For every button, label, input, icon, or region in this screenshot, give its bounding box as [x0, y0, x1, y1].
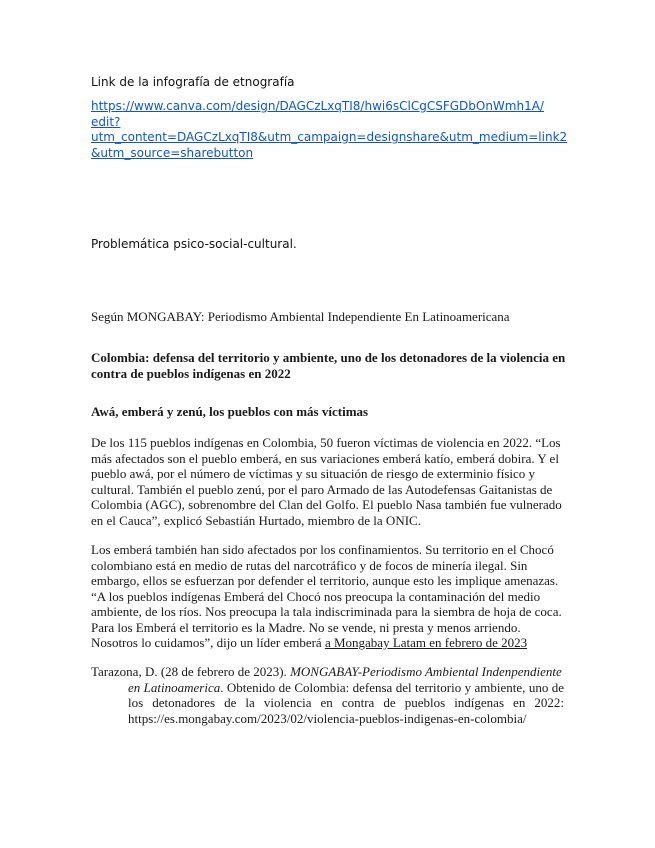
- reference-title-italic: MONGABAY-Periodismo Ambiental Indenpendiente: [290, 664, 562, 679]
- source-line: Según MONGABAY: Periodismo Ambiental Independiente En Latinoamericana: [91, 309, 510, 324]
- paragraph-line: De los 115 pueblos indígenas en Colombia, 50 fueron víctimas de violencia en 2022. “Los: [91, 435, 561, 450]
- canva-link-line-4[interactable]: &utm_source=sharebutton: [91, 145, 254, 160]
- infografia-title: Link de la infografía de etnografía: [91, 75, 295, 89]
- article-headline: [91, 350, 565, 381]
- paragraph-line: “A los pueblos indígenas Emberá del Chocó nos preocupa la contaminación del medio: [91, 588, 541, 604]
- paragraph-line: colombiano está en medio de rutas del narcotráfico y de focos de minería ilegal. Sin: [91, 557, 528, 573]
- paragraph-last-line: [91, 635, 562, 651]
- paragraph-line: ambiente, de los ríos. Nos preocupa la tala indiscriminada para la siembra de hoja de coca.: [91, 604, 562, 619]
- reference-line-2: [91, 680, 564, 696]
- reference-author: Tarazona, D. (28 de febrero de 2023).: [91, 664, 291, 679]
- article-subheading: Awá, emberá y zenú, los pueblos con más víctimas: [91, 404, 369, 419]
- paragraph-line: embargo, ellos se esfuerzan por defender el territorio, aunque esto les implique amenazas.: [91, 573, 559, 588]
- paragraph-line: en el Cauca”, explicó Sebastián Hurtado, miembro de la ONIC.: [91, 512, 421, 528]
- mongabay-latam-link[interactable]: a Mongabay Latam en febrero de 2023: [324, 635, 528, 650]
- reference-url[interactable]: https://es.mongabay.com/2023/02/violencia-pueblos-indigenas-en-colombia/: [128, 710, 527, 726]
- reference-text: . Obtenido de Colombia: defensa del territorio y ambiente, uno de: [220, 679, 564, 695]
- canva-link-line-1[interactable]: https://www.canva.com/design/DAGCzLxqTI8/hwi6sClCgCSFGDbOnWmh1A/: [91, 99, 544, 113]
- paragraph-line: pueblo awá, por el número de víctimas y su situación de riesgo de exterminio físico y: [91, 466, 536, 481]
- paragraph-line: cultural. También el pueblo zenú, por el paro Armado de las Autodefensas Gaitanistas de: [91, 481, 553, 497]
- reference-line-1: [91, 664, 564, 680]
- paragraph-line: más afectados son el pueblo emberá, en sus variaciones emberá katío, emberá dobira. Y el: [91, 450, 559, 466]
- reference-title-italic-cont: en Latinoamerica: [128, 679, 221, 695]
- paragraph-line-prefix: Nosotros lo cuidamos”, dijo un líder emberá: [91, 635, 325, 650]
- reference-line-3: los detonadores de la violencia en contra de pueblos indígenas en 2022:: [128, 695, 564, 710]
- canva-link[interactable]: [91, 99, 567, 161]
- article-paragraph-1: [91, 435, 562, 528]
- headline-line: Colombia: defensa del territorio y ambiente, uno de los detonadores de la violencia en: [91, 350, 566, 365]
- paragraph-line: Los emberá también han sido afectados por los confinamientos. Su territorio en el Chocó: [91, 542, 554, 557]
- article-paragraph-2: [91, 542, 562, 651]
- canva-link-line-3[interactable]: utm_content=DAGCzLxqTI8&utm_campaign=designshare&utm_medium=link2: [91, 130, 568, 144]
- reference-entry: [91, 664, 564, 726]
- headline-line: contra de pueblos indígenas en 2022: [91, 365, 291, 381]
- paragraph-line: Para los Emberá el territorio es la Madre. No se vende, ni presta y menos arriendo.: [91, 619, 521, 635]
- paragraph-line: Colombia (AGC), sobrenombre del Clan del Golfo. El pueblo Nasa también fue vulnerado: [91, 497, 562, 512]
- canva-link-line-2[interactable]: edit?: [91, 114, 121, 129]
- problematica-heading: Problemática psico-social-cultural.: [91, 237, 297, 251]
